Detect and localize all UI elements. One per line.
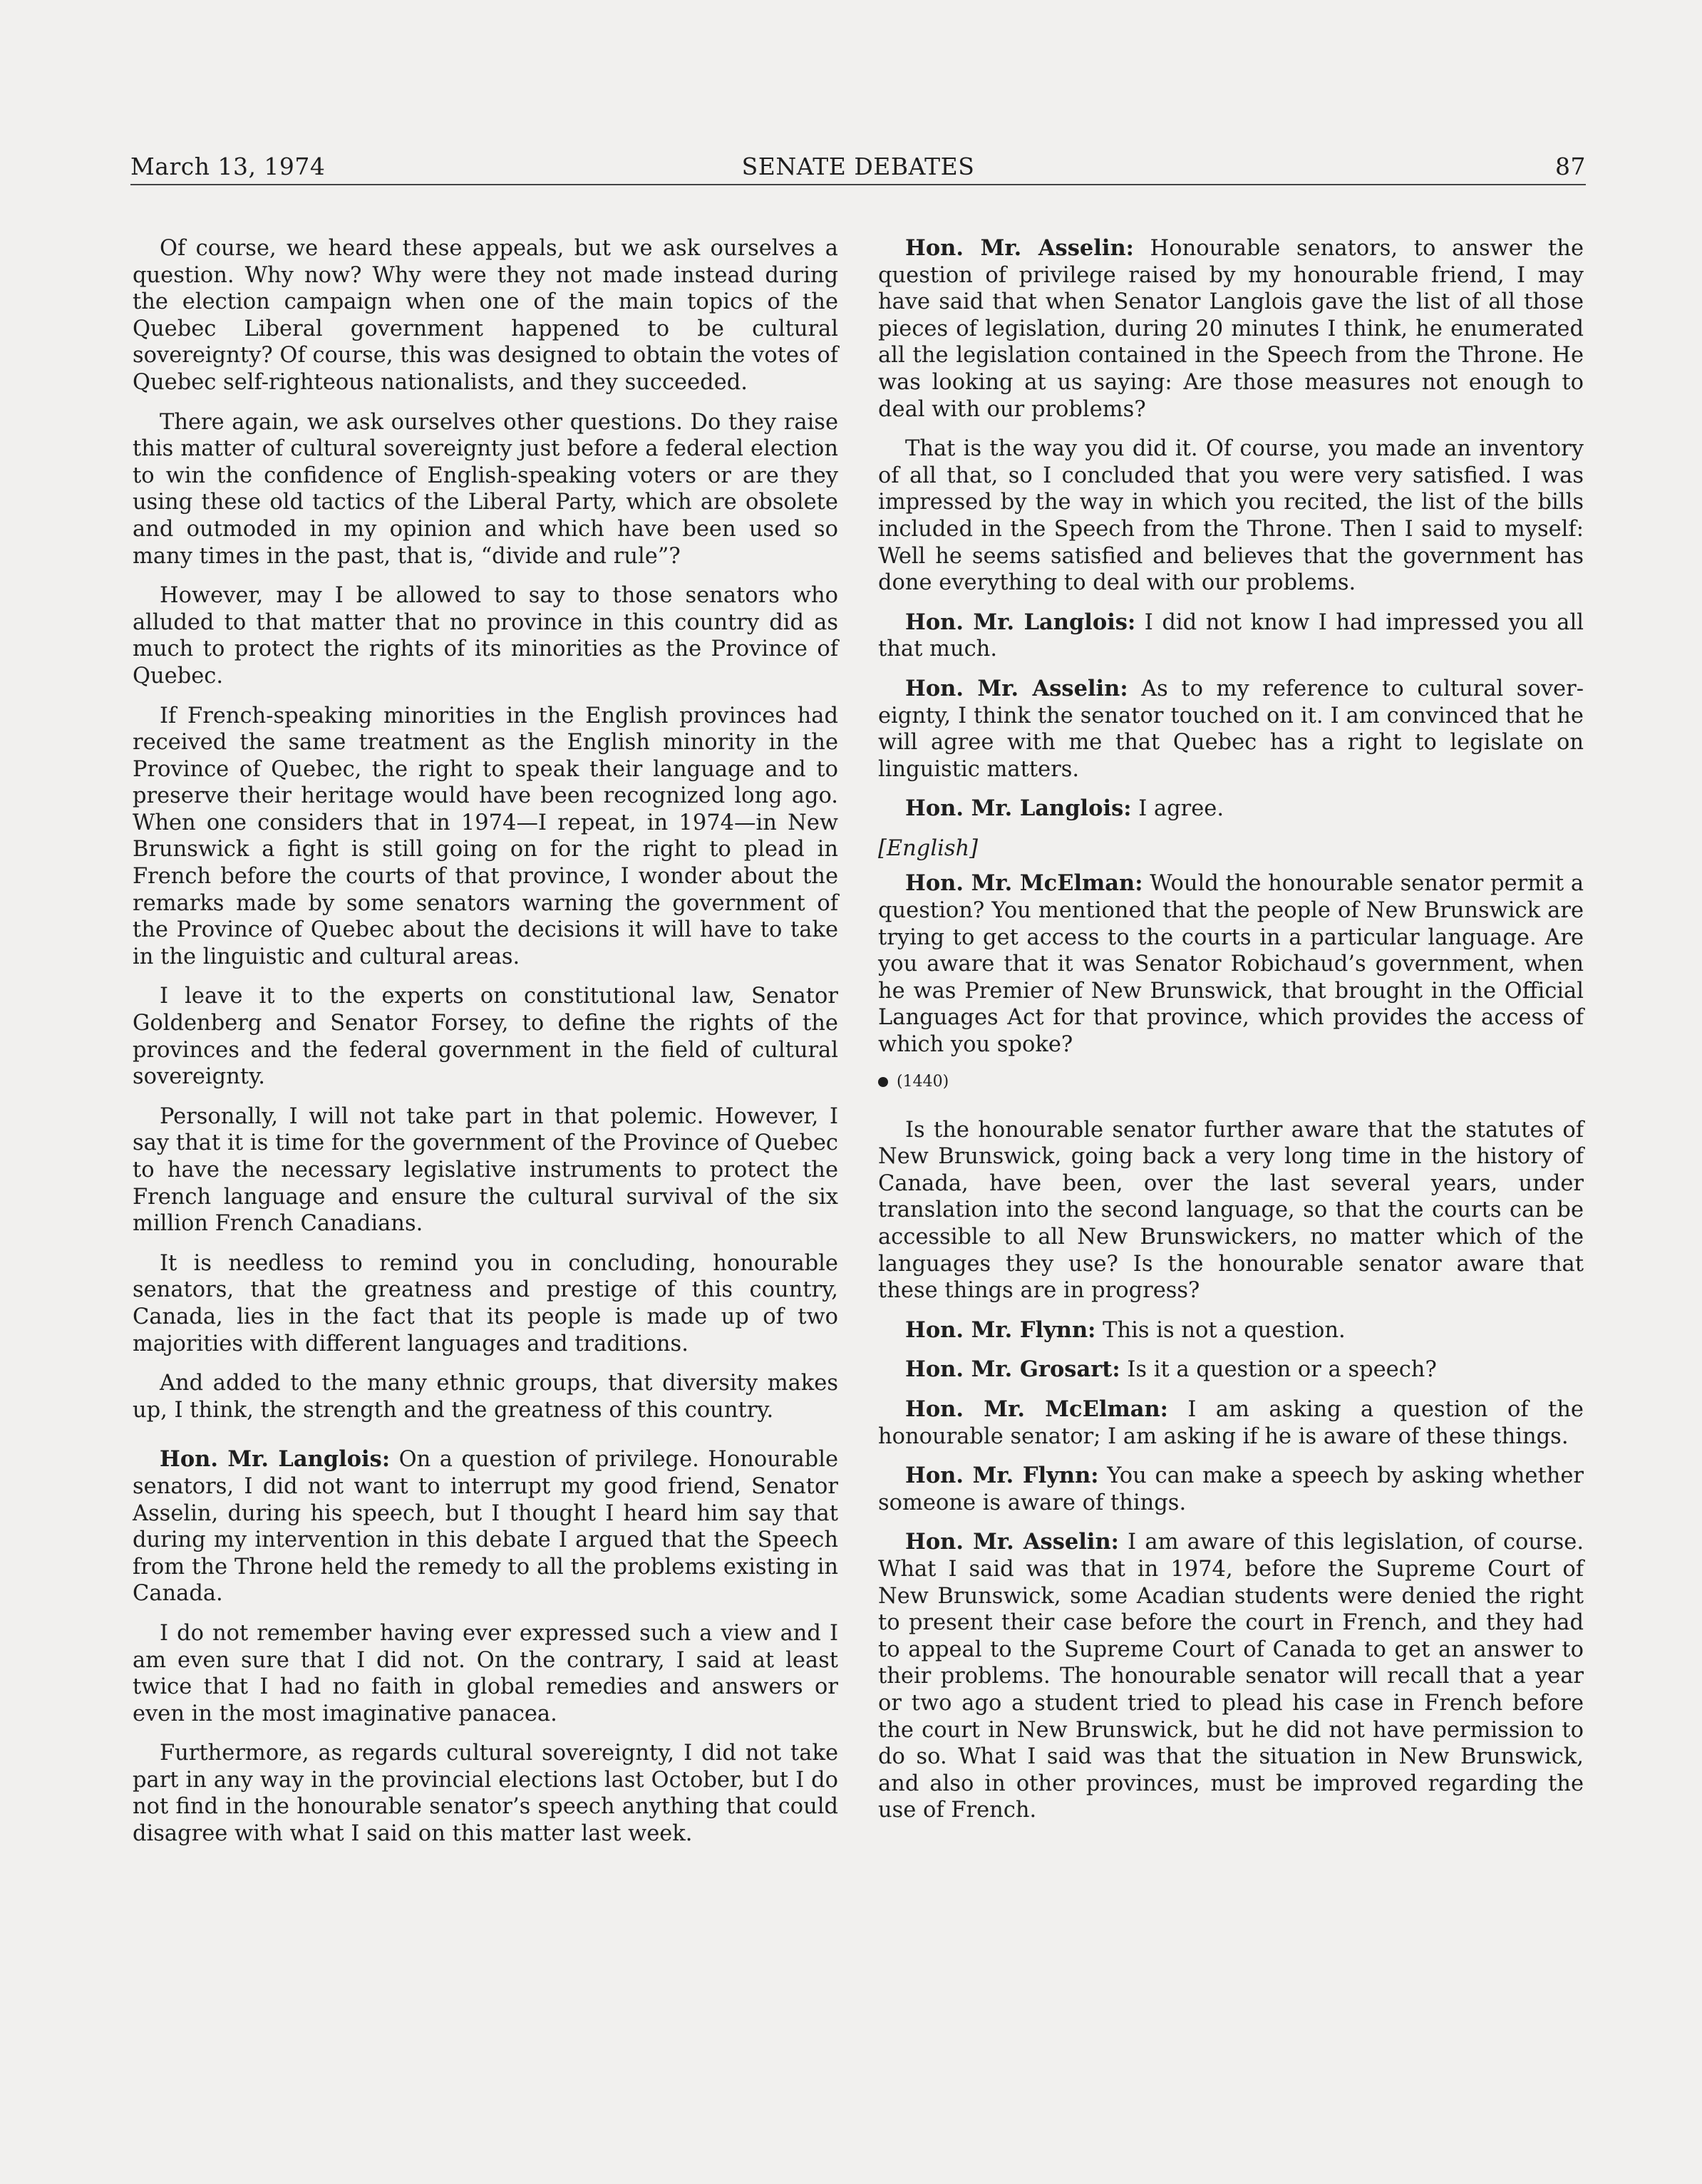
speaker-name: Hon. Mr. Asselin: — [905, 675, 1128, 701]
speaker-name: Hon. Mr. Langlois: — [160, 1446, 391, 1473]
paragraph: Personally, I will not take part in that polemic. However, I say that it is time for the government of the Province of Quebec to have the necessary legislative instruments to protect the French language and ensure the cultural survival of the six million French Canadians. — [133, 1103, 838, 1237]
speech-paragraph: Hon. Mr. Langlois: I agree. — [905, 795, 1224, 822]
page-number: 87 — [1555, 153, 1586, 180]
speech-paragraph: Hon. Mr. Asselin: I am aware of this legislation, of course. What I said was that in 1974, before the Supreme Court of New Brunswick, some Acadian students were denied the right to present their case before the court in French, and they had to appeal to the Supreme Court of Canada to get an answer to their problems. The honourable senator will recall that a year or two ago a student tried to plead his case in French before the court in New Brunswick, but he did not have permission to do so. What I said was that the situation in New Brunswick, and also in other provinces, must be improved regarding the use of French. — [878, 1529, 1584, 1823]
left-column — [133, 235, 838, 1860]
speech-paragraph: Hon. Mr. Asselin: Honourable senators, to answer the question of privilege raised by my honourable friend, I may have said that when Senator Langlois gave the list of all those pieces of legislation, during 20 minutes I think, he enumerated all the legislation contained in the Speech from the Throne. He was looking at us saying: Are those measures not enough to deal with our problems? — [878, 235, 1584, 422]
speech-paragraph: Hon. Mr. McElman: I am asking a question of the honourable senator; I am asking if he is aware of these things. — [878, 1396, 1584, 1449]
paragraph: If French-speaking minorities in the English provinces had received the same treatment as the English minority in the Province of Quebec, the right to speak their language and to preserve their heritage would have been recognized long ago. When one considers that in 1974—I repeat, in 1974—in New Brunswick a fight is still going on for the right to plead in French before the courts of that province, I wonder about the remarks made by some senators warning the government of the Province of Quebec about the decisions it will have to take in the linguistic and cultural areas. — [133, 703, 838, 969]
speaker-name: Hon. Mr. Langlois: — [905, 795, 1132, 822]
language-marker: [English] — [878, 835, 979, 861]
paragraph: I do not remember having ever expressed such a view and I am even sure that I did not. On the contrary, I said at least twice that I had no faith in global remedies and answers or even in the most imaginative panacea. — [133, 1620, 838, 1726]
paragraph: That is the way you did it. Of course, you made an inventory of all that, so I concluded that you were very satisfied. I was impressed by the way in which you recited, the list of the bills included in the Speech from the Throne. Then I said to myself: Well he seems satisfied and believes that the government has done everything to deal with our problems. — [878, 436, 1584, 596]
paragraph: Furthermore, as regards cultural sovereignty, I did not take part in any way in the provincial elections last October, but I do not find in the honourable senator’s speech anything that could disagree with what I said on this matter last week. — [133, 1741, 838, 1847]
speaker-name: Hon. Mr. Langlois: — [905, 609, 1136, 635]
speech-paragraph: Hon. Mr. Flynn: You can make a speech by asking whether someone is aware of things. — [878, 1463, 1584, 1515]
paragraph: I leave it to the experts on constitutional law, Senator Goldenberg and Senator Forsey, to define the rights of the provinces and the federal government in the field of cultural sovereignty. — [133, 984, 838, 1090]
speaker-name: Hon. Mr. Flynn: — [905, 1317, 1096, 1343]
speaker-name: Hon. Mr. Grosart: — [905, 1356, 1120, 1383]
paragraph: However, may I be allowed to say to those senators who alluded to that matter that no province in this country did as much to protect the rights of its minorities as the Province of Quebec. — [133, 583, 838, 689]
paragraph: Is the honourable senator further aware that the statutes of New Brunswick, going back a very long time in the history of Canada, have been, over the last several years, under translation into the second language, so that the courts can be accessible to all New Brunswickers, no matter which of the languages they use? Is the honourable senator aware that these things are in progress? — [878, 1117, 1584, 1304]
speech-paragraph: Hon. Mr. Langlois: On a question of privilege. Honourable senators, I did not want to interrupt my good friend, Senator Asselin, during his speech, but I thought I heard him say that during my intervention in this debate I argued that the Speech from the Throne held the remedy to all the problems existing in Canada. — [133, 1446, 838, 1607]
speech-paragraph: Hon. Mr. Asselin: As to my reference to cultural sovereignty, I think the senator touched on it. I am convinced that he will agree with me that Quebec has a right to legislate on linguistic matters. — [878, 675, 1584, 782]
speaker-name: Hon. Mr. McElman: — [905, 870, 1143, 897]
speech-paragraph: Hon. Mr. Flynn: This is not a question. — [905, 1317, 1346, 1343]
paragraph: It is needless to remind you in concluding, honourable senators, that the greatness and prestige of this country, Canada, lies in the fact that its people is made up of two majorities with different languages and traditions. — [133, 1250, 838, 1356]
speech-paragraph: Hon. Mr. McElman: Would the honourable senator permit a question? You mentioned that the people of New Brunswick are trying to get access to the courts in a particular language. Are you aware that it was Senator Robichaud’s government, when he was Premier of New Brunswick, that brought in the Official Languages Act for that province, which provides the access of which you spoke? — [878, 870, 1584, 1058]
speaker-name: Hon. Mr. Flynn: — [905, 1463, 1099, 1489]
paragraph: And added to the many ethnic groups, that diversity makes up, I think, the strength and the greatness of this country. — [133, 1371, 838, 1423]
paragraph: Of course, we heard these appeals, but we ask ourselves a question. Why now? Why were they not made instead during the election campaign when one of the main topics of the Quebec Liberal government happened to be cultural sovereignty? Of course, this was designed to obtain the votes of Quebec self-righteous nationalists, and they succeeded. — [133, 236, 838, 395]
speaker-name: Hon. Mr. McElman: — [905, 1396, 1168, 1422]
speaker-name: Hon. Mr. Asselin: — [905, 1529, 1119, 1555]
speech-paragraph: Hon. Mr. Langlois: I did not know I had impressed you all that much. — [878, 609, 1584, 662]
paragraph: There again, we ask ourselves other questions. Do they raise this matter of cultural sovereignty just before a federal election to win the confidence of English-speaking voters or are they using these old tactics of the Liberal Party, which are obsolete and outmoded in my opinion and which have been used so many times in the past, that is, “divide and rule”? — [133, 409, 838, 569]
time-marker: (1440) — [878, 1071, 1584, 1093]
speech-paragraph: Hon. Mr. Grosart: Is it a question or a speech? — [905, 1356, 1437, 1383]
bullet-icon — [878, 1077, 888, 1087]
header-date: March 13, 1974 — [130, 153, 326, 180]
right-column — [878, 235, 1584, 1837]
header-title: SENATE DEBATES — [741, 153, 975, 180]
page-header — [130, 148, 1586, 185]
speaker-name: Hon. Mr. Asselin: — [905, 235, 1134, 261]
